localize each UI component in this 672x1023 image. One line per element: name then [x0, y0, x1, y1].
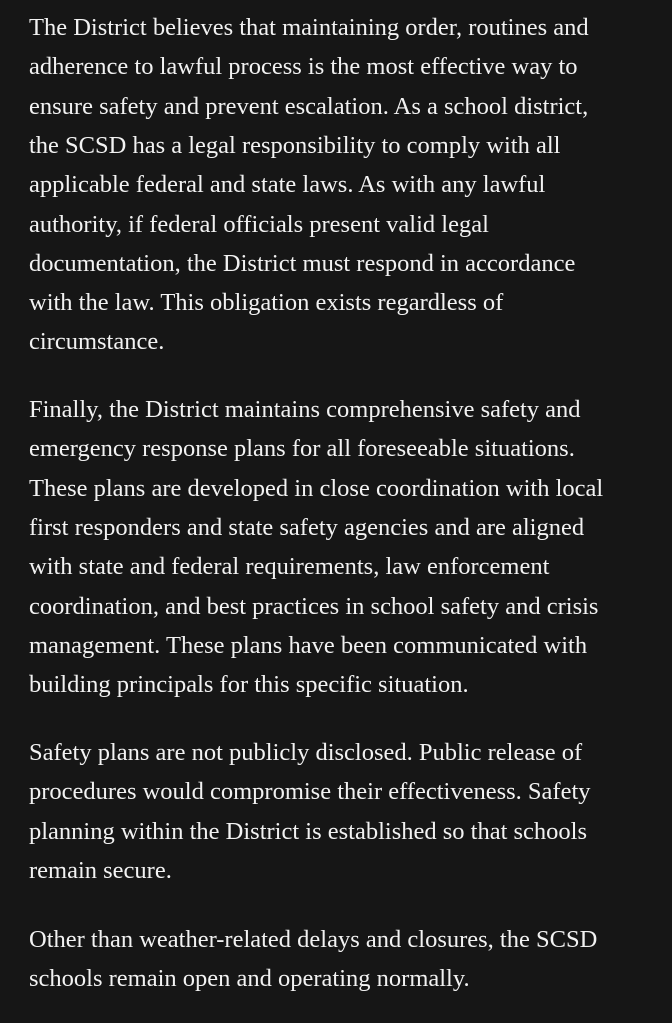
- text-line: applicable federal and state laws. As with any lawful: [29, 171, 546, 199]
- text-line: Safety plans are not publicly disclosed. Public release of: [29, 739, 583, 766]
- text-line: with state and federal requirements, law enforcement: [29, 553, 550, 581]
- text-line: procedures would compromise their effectiveness. Safety: [29, 778, 591, 806]
- text-line: emergency response plans for all foreseeable situations.: [29, 435, 575, 463]
- text-line: coordination, and best practices in school safety and crisis: [29, 592, 599, 620]
- text-line: remain secure.: [29, 856, 172, 884]
- text-line: Other than weather-related delays and closures, the SCSD: [29, 926, 598, 953]
- text-line: first responders and state safety agencies and are aligned: [29, 513, 585, 541]
- text-line: authority, if federal officials present valid legal: [29, 210, 489, 238]
- text-line: the SCSD has a legal responsibility to comply with all: [29, 131, 561, 159]
- text-line: schools remain open and operating normally.: [29, 965, 470, 993]
- text-line: planning within the District is established so that schools: [29, 817, 587, 845]
- text-line: These plans are developed in close coordination with local: [29, 474, 604, 502]
- text-line: with the law. This obligation exists regardless of: [29, 289, 504, 317]
- text-line: The District believes that maintaining order, routines and: [29, 14, 589, 41]
- text-line: circumstance.: [29, 328, 165, 356]
- text-line: building principals for this specific situation.: [29, 671, 469, 699]
- text-line: ensure safety and prevent escalation. As a school district,: [29, 92, 589, 120]
- text-line: adherence to lawful process is the most effective way to: [29, 53, 578, 81]
- text-line: management. These plans have been communicated with: [29, 631, 588, 659]
- text-line: documentation, the District must respond in accordance: [29, 249, 576, 277]
- text-line: Finally, the District maintains comprehensive safety and: [29, 396, 581, 423]
